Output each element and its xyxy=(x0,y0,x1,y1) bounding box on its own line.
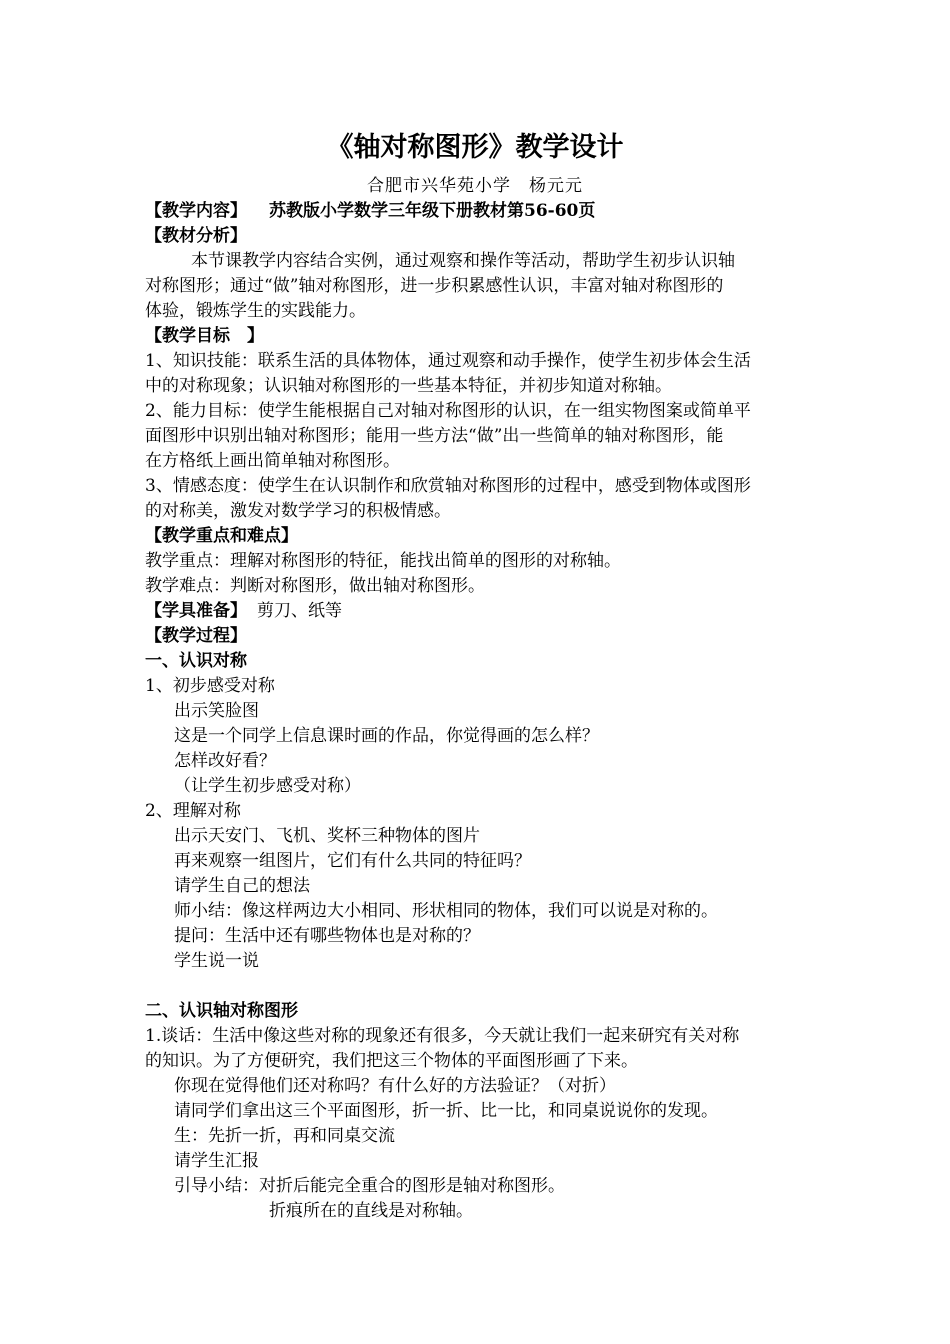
paragraph-line: 本节课教学内容结合实例，通过观察和操作等活动，帮助学生初步认识轴 xyxy=(191,251,735,271)
paragraph-line: 在方格纸上画出简单轴对称图形。 xyxy=(145,451,400,471)
section-label: 【教学过程】 xyxy=(145,626,247,646)
tools-value: 剪刀、纸等 xyxy=(257,601,342,621)
paragraph-line: 中的对称现象；认识轴对称图形的一些基本特征，并初步知道对称轴。 xyxy=(145,376,672,396)
paragraph-line: 请同学们拿出这三个平面图形，折一折、比一比，和同桌说说你的发现。 xyxy=(174,1101,718,1121)
paragraph-line: 这是一个同学上信息课时画的作品，你觉得画的怎么样？ xyxy=(174,726,599,746)
section-heading: 二、认识轴对称图形 xyxy=(145,1001,298,1021)
subsection-heading: 1、初步感受对称 xyxy=(145,676,275,696)
paragraph-line: 出示笑脸图 xyxy=(174,701,259,721)
paragraph-line: 再来观察一组图片，它们有什么共同的特征吗？ xyxy=(174,851,531,871)
paragraph-line: 教学重点：理解对称图形的特征，能找出简单的图形的对称轴。 xyxy=(145,551,621,571)
paragraph-line: 1.谈话：生活中像这些对称的现象还有很多，今天就让我们一起来研究有关对称 xyxy=(145,1026,740,1046)
paragraph-line: 提问：生活中还有哪些物体也是对称的？ xyxy=(174,926,480,946)
paragraph-line: 的对称美，激发对数学学习的积极情感。 xyxy=(145,501,451,521)
paragraph-line: 生：先折一折，再和同桌交流 xyxy=(174,1126,395,1146)
section-label: 【教材分析】 xyxy=(145,226,247,246)
teaching-content-value: 苏教版小学数学三年级下册教材第56-60页 xyxy=(269,201,596,221)
paragraph-line: （让学生初步感受对称） xyxy=(174,776,361,796)
subsection-heading: 2、理解对称 xyxy=(145,801,241,821)
paragraph-line: 出示天安门、飞机、奖杯三种物体的图片 xyxy=(174,826,480,846)
paragraph-line: 教学难点：判断对称图形，做出轴对称图形。 xyxy=(145,576,485,596)
teaching-content-line xyxy=(145,199,810,224)
paragraph-line: 3、情感态度：使学生在认识制作和欣赏轴对称图形的过程中，感受到物体或图形 xyxy=(145,476,751,496)
section-label: 【教学内容】 xyxy=(145,201,247,221)
paragraph-line: 师小结：像这样两边大小相同、形状相同的物体，我们可以说是对称的。 xyxy=(174,901,718,921)
paragraph-line: 怎样改好看？ xyxy=(174,751,276,771)
paragraph-line: 学生说一说 xyxy=(174,951,259,971)
paragraph-line: 请学生自己的想法 xyxy=(174,876,310,896)
paragraph-line: 的知识。为了方便研究，我们把这三个物体的平面图形画了下来。 xyxy=(145,1051,638,1071)
paragraph-line: 对称图形；通过“做”轴对称图形，进一步积累感性认识，丰富对轴对称图形的 xyxy=(145,276,724,296)
section-label: 【学具准备】 xyxy=(145,601,247,621)
paragraph-line: 2、能力目标：使学生能根据自己对轴对称图形的认识，在一组实物图案或简单平 xyxy=(145,401,751,421)
section-label: 【教学目标 】 xyxy=(145,326,264,346)
paragraph-line: 请学生汇报 xyxy=(174,1151,259,1171)
paragraph-line: 折痕所在的直线是对称轴。 xyxy=(269,1201,473,1221)
paragraph-line: 体验，锻炼学生的实践能力。 xyxy=(145,301,366,321)
paragraph-line: 面图形中识别出轴对称图形；能用一些方法“做”出一些简单的轴对称图形，能 xyxy=(145,426,724,446)
paragraph-line: 1、知识技能：联系生活的具体物体，通过观察和动手操作，使学生初步体会生活 xyxy=(145,351,751,371)
paragraph-line: 你现在觉得他们还对称吗？有什么好的方法验证？（对折） xyxy=(174,1076,616,1096)
document-body xyxy=(145,199,810,1224)
author-line: 合肥市兴华苑小学 杨元元 xyxy=(367,176,583,196)
paragraph-line: 引导小结：对折后能完全重合的图形是轴对称图形。 xyxy=(174,1176,565,1196)
section-label: 【教学重点和难点】 xyxy=(145,526,298,546)
blank-line xyxy=(145,974,810,999)
tools-line xyxy=(145,599,810,624)
document-title: 《轴对称图形》教学设计 xyxy=(326,132,624,163)
section-heading: 一、认识对称 xyxy=(145,651,247,671)
